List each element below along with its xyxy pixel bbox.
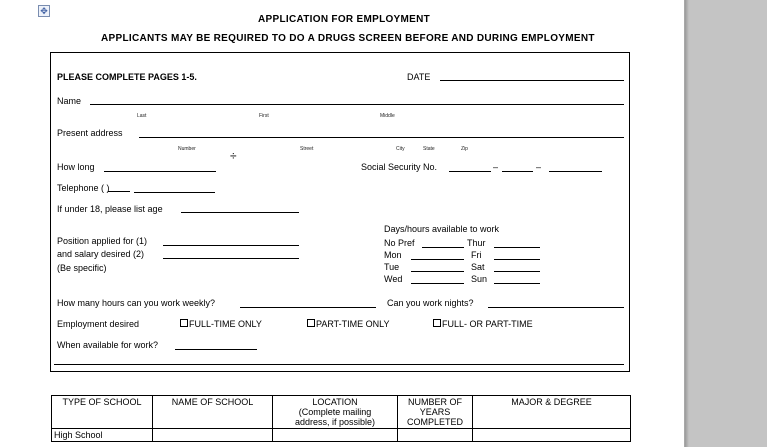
telephone-field[interactable] [134,192,215,193]
ssn-label: Social Security No. [361,162,438,172]
when-available-field[interactable] [175,349,257,350]
day-sun-label: Sun [471,274,488,284]
position-1-field[interactable] [163,245,299,246]
day-no-pref-field[interactable] [422,247,464,248]
col-years-completed: NUMBER OF YEARS COMPLETED [398,396,473,429]
col-location: LOCATION (Complete mailing address, if possible) [273,396,398,429]
telephone-area-code-field[interactable] [108,191,130,192]
full-or-part-label: FULL- OR PART-TIME [442,319,533,329]
school-major-cell[interactable] [473,429,631,442]
ssn-dash-2: – [536,162,542,172]
day-wed-label: Wed [384,274,403,284]
col-name-of-school: NAME OF SCHOOL [153,396,273,429]
name-middle-caption: Middle [380,113,395,119]
position-label-line1: Position applied for (1) [57,236,148,246]
school-table-header-row [52,396,631,429]
form-subtitle: APPLICANTS MAY BE REQUIRED TO DO A DRUGS SCREEN BEFORE AND DURING EMPLOYMENT [101,33,595,44]
school-table [51,395,631,442]
school-row-label: High School [52,429,153,442]
resize-cursor-icon: ÷ [230,149,237,163]
day-sat-field[interactable] [494,271,540,272]
under-18-label: If under 18, please list age [57,204,163,214]
address-state-caption: State [423,146,435,152]
ssn-dash-1: – [493,162,499,172]
full-time-checkbox[interactable] [180,319,188,327]
col-type-of-school: TYPE OF SCHOOL [52,396,153,429]
school-name-cell[interactable] [153,429,273,442]
name-field[interactable] [90,104,624,105]
day-fri-label: Fri [471,250,482,260]
day-mon-label: Mon [384,250,402,260]
position-label-line3: (Be specific) [57,263,107,273]
full-time-option[interactable] [180,319,262,329]
day-sun-field[interactable] [494,283,540,284]
address-street-caption: Street [300,146,314,152]
how-long-field[interactable] [104,171,216,172]
instructions-text: PLEASE COMPLETE PAGES 1-5. [57,72,197,82]
nights-field[interactable] [488,307,624,308]
position-label-line2: and salary desired (2) [57,249,145,259]
ssn-field-part1[interactable] [449,171,491,172]
day-fri-field[interactable] [494,259,540,260]
day-thur-field[interactable] [494,247,540,248]
part-time-checkbox[interactable] [307,319,315,327]
form-title: APPLICATION FOR EMPLOYMENT [258,14,431,25]
name-label: Name [57,96,82,106]
telephone-label: Telephone ( ) [57,183,110,193]
when-available-label: When available for work? [57,340,159,350]
part-time-label: PART-TIME ONLY [316,319,390,329]
full-or-part-checkbox[interactable] [433,319,441,327]
day-mon-field[interactable] [411,259,464,260]
hours-weekly-label: How many hours can you work weekly? [57,298,216,308]
document-margin-background [684,0,767,447]
part-time-option[interactable] [307,319,390,329]
address-field[interactable] [139,137,624,138]
day-sat-label: Sat [471,262,485,272]
full-or-part-option[interactable] [433,319,533,329]
how-long-label: How long [57,162,95,172]
day-thur-label: Thur [467,238,486,248]
school-years-cell[interactable] [398,429,473,442]
name-last-caption: Last [137,113,147,119]
position-2-field[interactable] [163,258,299,259]
address-city-caption: City [396,146,405,152]
age-field[interactable] [181,212,299,213]
school-location-cell[interactable] [273,429,398,442]
address-zip-caption: Zip [461,146,468,152]
day-wed-field[interactable] [411,283,464,284]
frame-inner-rule [54,364,624,365]
ssn-field-part3[interactable] [549,171,602,172]
employment-desired-label: Employment desired [57,319,140,329]
name-first-caption: First [259,113,269,119]
table-row [52,429,631,442]
table-move-handle-icon[interactable]: ✥ [38,5,50,17]
full-time-label: FULL-TIME ONLY [189,319,262,329]
address-number-caption: Number [178,146,196,152]
address-label: Present address [57,128,123,138]
nights-label: Can you work nights? [387,298,474,308]
date-field[interactable] [440,80,624,81]
hours-weekly-field[interactable] [240,307,376,308]
date-label: DATE [407,72,431,82]
day-no-pref-label: No Pref [384,238,415,248]
day-tue-label: Tue [384,262,400,272]
ssn-field-part2[interactable] [502,171,533,172]
days-hours-title: Days/hours available to work [384,224,500,234]
col-major-degree: MAJOR & DEGREE [473,396,631,429]
day-tue-field[interactable] [411,271,464,272]
